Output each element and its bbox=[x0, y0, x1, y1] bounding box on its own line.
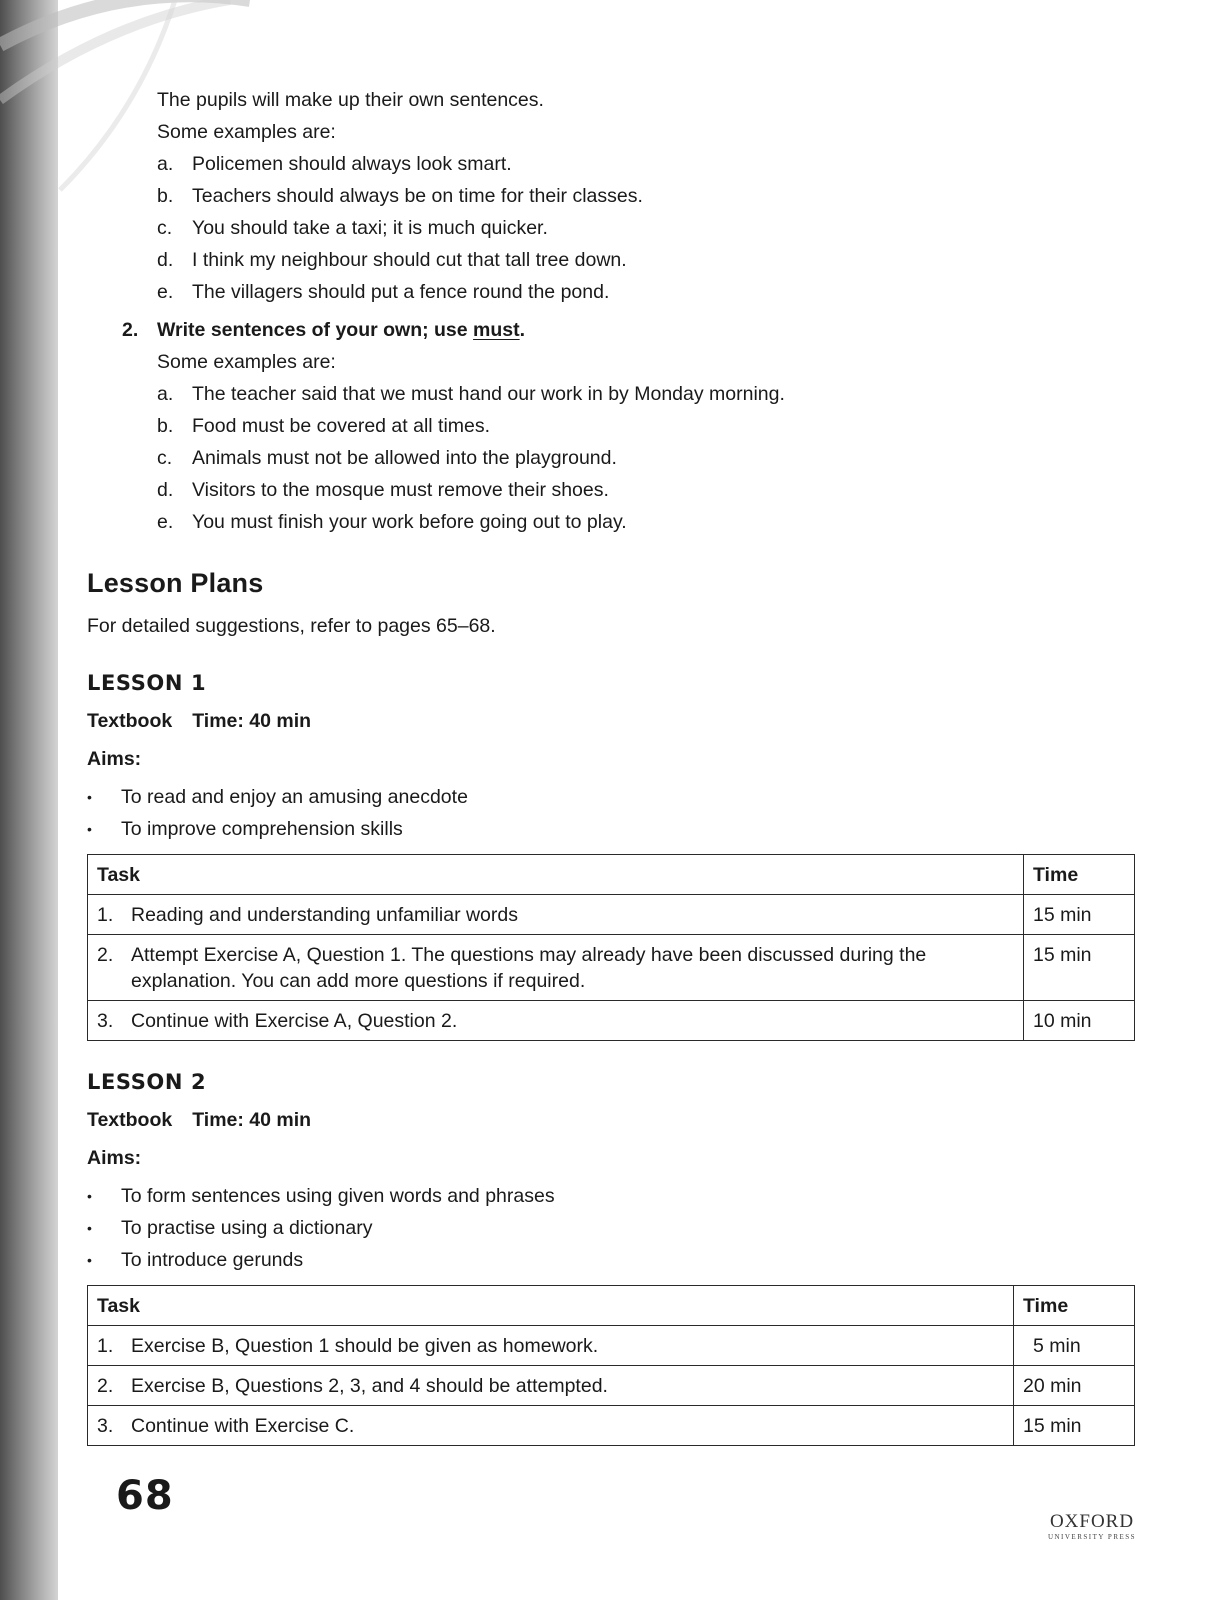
header-time: Time bbox=[1024, 855, 1135, 895]
task-cell bbox=[88, 895, 1024, 935]
task-number: 3. bbox=[97, 1415, 114, 1437]
list-item bbox=[157, 276, 1057, 308]
lesson-title: LESSON 1 bbox=[87, 671, 207, 695]
list-item bbox=[157, 410, 1057, 442]
item-letter: e. bbox=[157, 511, 174, 533]
task-text: Continue with Exercise C. bbox=[131, 1415, 355, 1437]
aim-item bbox=[87, 816, 1137, 848]
time-cell: 5 min bbox=[1014, 1326, 1135, 1366]
task-number: 3. bbox=[97, 1010, 114, 1032]
aim-text: To form sentences using given words and phrases bbox=[121, 1185, 555, 1207]
bullet-icon: • bbox=[87, 821, 92, 837]
table-row bbox=[88, 1366, 1135, 1406]
aim-item bbox=[87, 1215, 1137, 1247]
question-keyword: must bbox=[473, 319, 520, 341]
aims-list bbox=[87, 1183, 1137, 1279]
task-text: Exercise B, Question 1 should be given as homework. bbox=[131, 1335, 599, 1357]
item-text: Policemen should always look smart. bbox=[192, 153, 512, 175]
bullet-icon: • bbox=[87, 1188, 92, 1204]
task-text: Continue with Exercise A, Question 2. bbox=[131, 1010, 458, 1032]
list-item bbox=[157, 212, 1057, 244]
list-item bbox=[157, 180, 1057, 212]
aim-item bbox=[87, 1247, 1137, 1279]
task-text: Exercise B, Questions 2, 3, and 4 should be attempted. bbox=[131, 1375, 608, 1397]
list-item bbox=[157, 506, 1057, 538]
aims-label: Aims: bbox=[87, 1147, 142, 1169]
item-text: Animals must not be allowed into the playground. bbox=[192, 447, 617, 469]
time-cell: 15 min bbox=[1024, 895, 1135, 935]
aim-text: To read and enjoy an amusing anecdote bbox=[121, 786, 468, 808]
table-row bbox=[88, 935, 1135, 1001]
item-text: The teacher said that we must hand our work in by Monday morning. bbox=[192, 383, 785, 405]
bullet-icon: • bbox=[87, 1252, 92, 1268]
lesson-meta bbox=[87, 1107, 1137, 1133]
item-text: Visitors to the mosque must remove their shoes. bbox=[192, 479, 609, 501]
task-cell bbox=[88, 1001, 1024, 1041]
task-cell bbox=[88, 1406, 1014, 1446]
question-text: Write sentences of your own; use bbox=[157, 319, 474, 341]
table-header-row bbox=[88, 1286, 1135, 1326]
item-text: Teachers should always be on time for their classes. bbox=[192, 185, 643, 207]
table-row bbox=[88, 1326, 1135, 1366]
list-item bbox=[157, 474, 1057, 506]
answers-section bbox=[122, 84, 1057, 538]
table-header-row bbox=[88, 855, 1135, 895]
item-text: The villagers should put a fence round the pond. bbox=[192, 281, 610, 303]
page-number: 68 bbox=[116, 1473, 174, 1519]
aim-text: To introduce gerunds bbox=[121, 1249, 304, 1271]
task-cell bbox=[88, 1366, 1014, 1406]
lesson-time: Time: 40 min bbox=[192, 710, 312, 732]
examples-label: Some examples are: bbox=[157, 121, 336, 143]
bullet-icon: • bbox=[87, 1220, 92, 1236]
lesson-plans-subtitle: For detailed suggestions, refer to pages 65–68. bbox=[87, 615, 496, 637]
task-text: Reading and understanding unfamiliar words bbox=[131, 904, 518, 926]
lesson-resource: Textbook bbox=[87, 1109, 173, 1131]
task-number: 2. bbox=[97, 944, 114, 966]
publisher-subtitle: UNIVERSITY PRESS bbox=[1047, 1533, 1137, 1541]
item-letter: a. bbox=[157, 153, 174, 175]
item-letter: d. bbox=[157, 479, 174, 501]
task-number: 1. bbox=[97, 904, 114, 926]
left-margin-bar bbox=[0, 0, 58, 1600]
time-cell: 10 min bbox=[1024, 1001, 1135, 1041]
item-text: I think my neighbour should cut that tall tree down. bbox=[192, 249, 627, 271]
aim-item bbox=[87, 784, 1137, 816]
bullet-icon: • bbox=[87, 789, 92, 805]
item-letter: d. bbox=[157, 249, 174, 271]
answers-intro: The pupils will make up their own sentences. bbox=[157, 89, 544, 111]
lesson-plans-title: Lesson Plans bbox=[87, 568, 264, 598]
table-row bbox=[88, 1406, 1135, 1446]
list-item bbox=[157, 378, 1057, 410]
list-item bbox=[157, 442, 1057, 474]
lesson-resource: Textbook bbox=[87, 710, 173, 732]
table-row bbox=[88, 895, 1135, 935]
question-2-heading bbox=[122, 314, 1057, 346]
question-number: 2. bbox=[122, 319, 139, 341]
header-time: Time bbox=[1014, 1286, 1135, 1326]
item-letter: b. bbox=[157, 185, 174, 207]
lesson-meta bbox=[87, 708, 1137, 734]
aim-text: To improve comprehension skills bbox=[121, 818, 403, 840]
task-cell bbox=[88, 1326, 1014, 1366]
aim-text: To practise using a dictionary bbox=[121, 1217, 373, 1239]
lesson-2 bbox=[87, 1069, 1137, 1446]
item-text: You should take a taxi; it is much quicker. bbox=[192, 217, 548, 239]
item-letter: a. bbox=[157, 383, 174, 405]
task-table bbox=[87, 1285, 1135, 1446]
lesson-title: LESSON 2 bbox=[87, 1070, 207, 1094]
question-end: . bbox=[519, 319, 526, 341]
task-number: 1. bbox=[97, 1335, 114, 1357]
publisher-name: OXFORD bbox=[1049, 1511, 1135, 1532]
aims-list bbox=[87, 784, 1137, 848]
lesson-1 bbox=[87, 670, 1137, 1041]
item-letter: b. bbox=[157, 415, 174, 437]
item-letter: c. bbox=[157, 217, 173, 239]
aim-item bbox=[87, 1183, 1137, 1215]
item-text: Food must be covered at all times. bbox=[192, 415, 491, 437]
time-cell: 15 min bbox=[1024, 935, 1135, 1001]
publisher-logo bbox=[1046, 1512, 1138, 1542]
task-table bbox=[87, 854, 1135, 1041]
task-text: Attempt Exercise A, Question 1. The questions may already have been discussed during the explanation. You can add more questions if required. bbox=[131, 944, 927, 992]
list-item bbox=[157, 148, 1057, 180]
header-task: Task bbox=[88, 855, 1024, 895]
time-cell: 15 min bbox=[1014, 1406, 1135, 1446]
task-number: 2. bbox=[97, 1375, 114, 1397]
lesson-time: Time: 40 min bbox=[192, 1109, 312, 1131]
aims-label: Aims: bbox=[87, 748, 142, 770]
task-cell bbox=[88, 935, 1024, 1001]
time-cell: 20 min bbox=[1014, 1366, 1135, 1406]
item-letter: c. bbox=[157, 447, 173, 469]
list-item bbox=[157, 244, 1057, 276]
item-letter: e. bbox=[157, 281, 174, 303]
table-row bbox=[88, 1001, 1135, 1041]
item-text: You must finish your work before going out to play. bbox=[192, 511, 627, 533]
header-task: Task bbox=[88, 1286, 1014, 1326]
examples-label: Some examples are: bbox=[157, 351, 336, 373]
